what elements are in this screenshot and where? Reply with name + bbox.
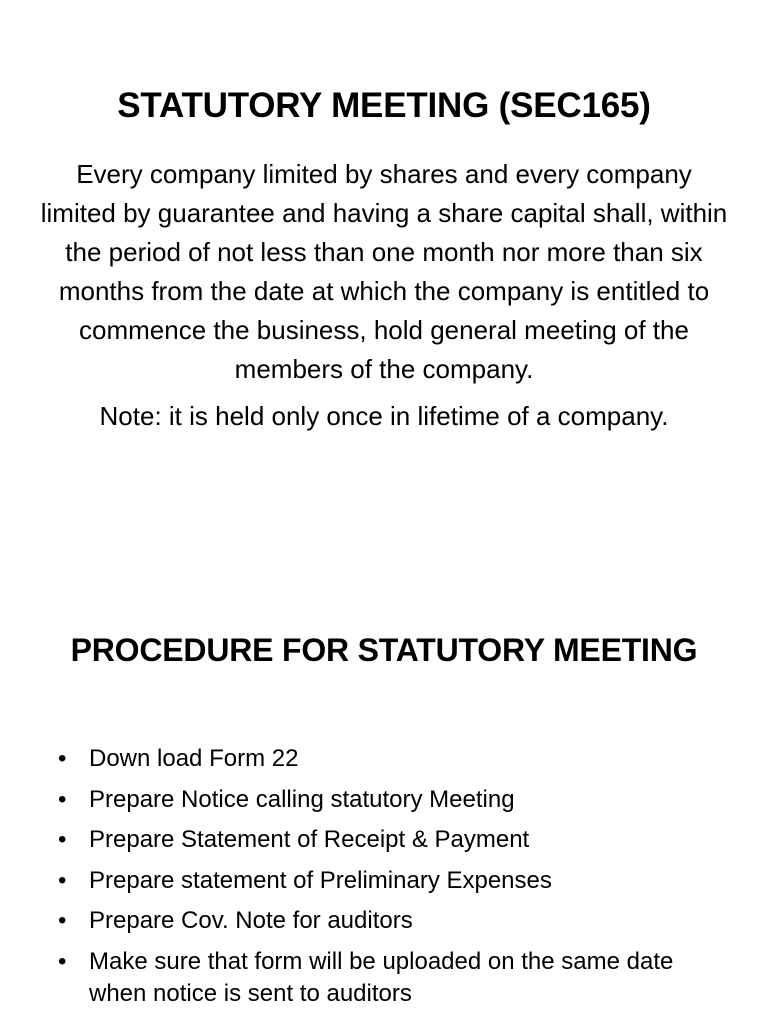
slide-body	[40, 155, 728, 444]
slide-procedure	[0, 600, 768, 1024]
list-item	[56, 824, 736, 856]
list-item-text: Prepare Statement of Receipt & Payment	[89, 826, 530, 853]
list-item-text: Make sure that form will be uploaded on the same date when notice is sent to auditors	[89, 947, 674, 1007]
list-item-text: Prepare Cov. Note for auditors	[89, 907, 413, 934]
list-item	[56, 946, 736, 1010]
bullet-icon: •	[58, 947, 67, 975]
list-item	[56, 743, 736, 775]
bullet-icon: •	[58, 907, 67, 934]
bullet-icon: •	[58, 745, 67, 772]
list-item	[56, 784, 736, 816]
list-item-text: Prepare Notice calling statutory Meeting	[89, 785, 515, 813]
procedure-list	[56, 743, 736, 1018]
slide-title: STATUTORY MEETING (SEC165)	[117, 86, 651, 125]
bullet-icon: •	[58, 785, 67, 813]
bullet-icon: •	[58, 826, 67, 853]
bullet-icon: •	[58, 866, 67, 894]
note-paragraph: Note: it is held only once in lifetime of a company.	[99, 401, 669, 431]
slide-title: PROCEDURE FOR STATUTORY MEETING	[70, 632, 698, 668]
list-item-text: Down load Form 22	[89, 745, 299, 772]
list-item-text: Prepare statement of Preliminary Expenses	[89, 866, 552, 894]
list-item	[56, 905, 736, 937]
definition-paragraph: Every company limited by shares and every company limited by guarantee and having a share capital shall, within the period of not less than one month nor more than six months from the date at which the company is entitled to commence the business, hold general meeting of the members of the company.	[40, 159, 728, 384]
list-item	[56, 865, 736, 897]
